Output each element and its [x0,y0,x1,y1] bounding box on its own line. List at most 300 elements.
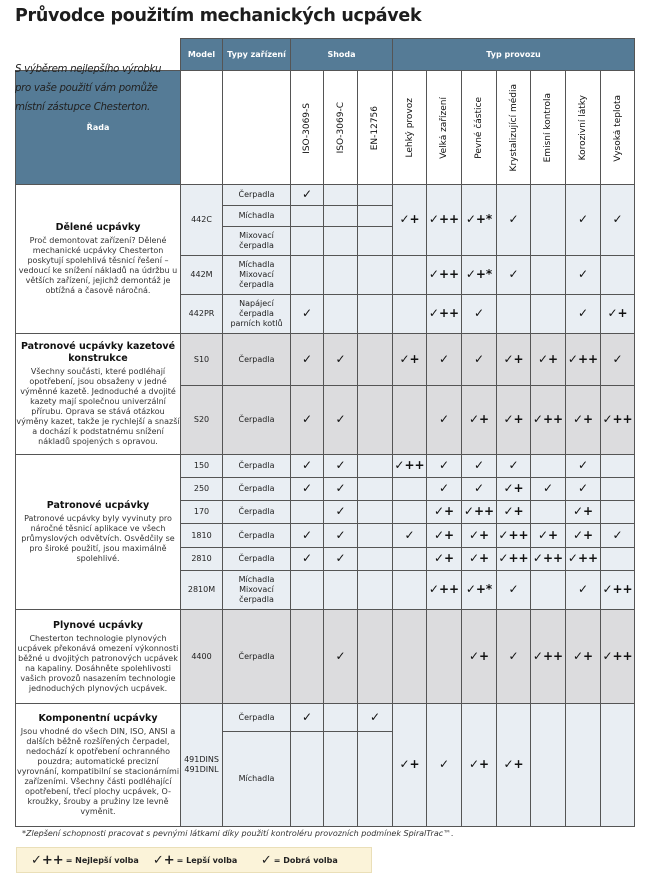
compliance-cell [358,610,393,704]
service-cell [531,501,566,524]
service-cell [427,548,462,571]
check-plus-asterisk-icon: ✓+* [465,212,493,226]
service-col-header [427,71,462,185]
check-icon: ✓ [335,458,346,472]
check-icon: ✓ [404,527,415,542]
compliance-cell [358,386,393,455]
check-icon: ✓ [473,351,485,366]
service-cell [601,524,635,548]
series-name: Patronové ucpávky kazetové konstrukce [20,341,176,364]
compliance-cell [358,256,393,295]
compliance-cell [324,610,358,704]
service-cell [462,295,497,334]
check-icon: ✓ [508,648,519,663]
check-icon: ✓ [438,351,450,366]
column-label: Lehký provoz [404,98,415,158]
types-subheader [223,71,291,185]
service-cell [462,334,497,386]
compliance-cell [324,455,358,478]
seal-guide-table [15,38,635,827]
compliance-cell [358,295,393,334]
series-cell [16,704,181,827]
service-cell [497,295,531,334]
legend-label: = Nejlepší volba [65,855,139,865]
compliance-cell [324,334,358,386]
service-cell [393,334,427,386]
check-icon: ✓ [335,648,346,663]
service-col-header [497,71,531,185]
column-label: Vysoká teplota [612,94,623,162]
service-cell [462,386,497,455]
service-cell [462,256,497,295]
header-equipment-types: Typy zařízení [223,39,291,71]
service-cell [601,501,635,524]
compliance-cell [291,227,324,256]
table-row [16,455,635,478]
service-cell [462,610,497,704]
compliance-cell [291,524,324,548]
compliance-cell [358,548,393,571]
compliance-cell [291,501,324,524]
service-cell [531,704,566,827]
model-cell: 1810 [181,524,223,548]
service-cell [393,524,427,548]
service-cell [393,571,427,610]
service-cell [566,185,601,256]
check-plus-plus-icon: ✓++ [602,648,633,663]
check-plus-icon: ✓+ [503,481,524,495]
check-plus-icon: ✓+ [399,351,420,366]
service-cell [462,524,497,548]
check-icon: ✓ [335,412,346,426]
service-cell [393,455,427,478]
series-name: Patronové ucpávky [46,500,150,511]
check-plus-icon: ✓+ [433,504,455,518]
check-icon: ✓ [438,412,450,426]
series-description: Patronové ucpávky byly vyvinuty pro náročné těsnicí aplikace ve všech průmyslových odvětvích. Osvědčily se pro široké použití, jsou maximálně spolehlivé. [21,514,175,563]
compliance-cell [324,256,358,295]
column-label: EN-12756 [370,105,380,151]
check-icon: ✓ [438,481,450,495]
header-compliance: Shoda [291,39,393,71]
header-series: Řada [16,71,181,185]
service-cell [462,548,497,571]
intro-text: S výběrem nejlepšího výrobku pro vaše použití vám pomůže místní zástupce Chesterton. [15,64,162,113]
service-cell [531,386,566,455]
column-label: Emisní kontrola [543,93,554,163]
compliance-cell [358,524,393,548]
check-plus-plus-icon: ✓++ [31,852,64,868]
compliance-cell [358,334,393,386]
compliance-cell [291,732,324,827]
service-cell [497,256,531,295]
table-row [16,610,635,704]
table-row [16,185,635,206]
compliance-cell [324,571,358,610]
equipment-type-cell: Čerpadla [223,704,291,732]
check-icon: ✓ [335,481,346,495]
equipment-type-cell: Míchadla [223,206,291,227]
service-cell [427,478,462,501]
service-cell [393,548,427,571]
check-plus-icon: ✓+ [468,757,490,771]
check-plus-icon: ✓+ [468,648,490,663]
service-cell [427,386,462,455]
service-cell [427,455,462,478]
service-cell [497,185,531,256]
equipment-type-cell: Čerpadla [223,386,291,455]
check-plus-plus-icon: ✓++ [428,267,460,281]
check-icon: ✓ [301,551,313,565]
service-cell [393,501,427,524]
service-cell [393,704,427,827]
equipment-type-cell: Čerpadla [223,548,291,571]
check-plus-icon: ✓+ [468,551,490,565]
check-icon: ✓ [301,412,313,426]
service-cell [601,478,635,501]
service-cell [427,501,462,524]
service-cell [427,571,462,610]
check-plus-icon: ✓+ [503,412,524,426]
compliance-cell [358,455,393,478]
check-plus-icon: ✓+ [433,551,455,565]
legend-better [153,853,247,868]
column-label: Velká zařízení [439,97,450,159]
service-cell [462,455,497,478]
check-plus-icon: ✓+ [468,412,490,426]
check-icon: ✓ [473,481,485,495]
check-plus-asterisk-icon: ✓+* [465,582,493,596]
check-icon: ✓ [301,481,313,495]
check-plus-plus-icon: ✓++ [567,351,599,366]
check-plus-icon: ✓+ [468,527,490,542]
service-cell [462,501,497,524]
model-cell: 150 [181,455,223,478]
check-plus-plus-icon: ✓++ [532,551,564,565]
check-icon: ✓ [508,458,519,472]
service-cell [427,524,462,548]
service-cell [601,386,635,455]
equipment-type-cell: Míchadla [223,732,291,827]
service-cell [531,478,566,501]
legend [16,847,372,873]
service-cell [497,610,531,704]
service-cell [497,386,531,455]
service-cell [497,548,531,571]
series-name: Plynové ucpávky [53,619,143,631]
check-icon: ✓ [577,458,589,472]
check-plus-plus-icon: ✓++ [463,504,495,518]
service-cell [601,295,635,334]
legend-good [261,853,355,868]
check-icon: ✓ [260,852,272,868]
equipment-type-cell: Čerpadla [223,610,291,704]
check-icon: ✓ [369,709,381,724]
service-col-header [393,71,427,185]
service-cell [462,185,497,256]
service-cell [566,501,601,524]
service-cell [427,610,462,704]
compliance-cell [324,501,358,524]
check-plus-plus-icon: ✓++ [498,551,529,565]
column-label: ISO-3069-S [302,102,312,154]
compliance-cell [324,386,358,455]
series-description: Jsou vhodné do všech DIN, ISO, ANSI a dalších běžně rozšířených čerpadel, nedochází k opotřebení ochranného pouzdra; automatické precizní vyrovnání, kompatibilní se stacionárními zařízeními. Všechny části podléhající opotřebení, třecí plochy ucpávek, O-kroužky, šrouby a pružiny lze levně vyměnit. [16,727,180,816]
model-cell: 250 [181,478,223,501]
compliance-cell [291,206,324,227]
check-plus-icon: ✓+ [537,351,559,366]
service-cell [601,185,635,256]
column-label: Korozivní látky [578,95,589,161]
column-label: ISO-3069-C [335,102,346,154]
check-plus-plus-icon: ✓++ [532,648,564,663]
series-cell [16,185,181,334]
compliance-cell [291,334,324,386]
check-plus-plus-icon: ✓++ [602,412,633,426]
service-cell [601,610,635,704]
series-name: Dělené ucpávky [55,222,141,233]
service-cell [566,386,601,455]
header-service-type: Typ provozu [393,39,635,71]
check-icon: ✓ [335,504,346,518]
service-cell [497,501,531,524]
service-col-header [462,71,497,185]
equipment-type-cell: Napájecí čerpadla parních kotlů [223,295,291,334]
service-cell [566,548,601,571]
check-plus-icon: ✓+ [607,306,628,320]
service-cell [566,295,601,334]
compliance-cell [291,386,324,455]
service-cell [566,256,601,295]
service-cell [393,386,427,455]
check-plus-icon: ✓+ [537,527,559,542]
check-icon: ✓ [508,212,519,226]
service-cell [427,295,462,334]
series-cell [16,455,181,610]
model-cell: 2810M [181,571,223,610]
service-cell [531,548,566,571]
check-plus-plus-icon: ✓++ [428,212,460,226]
service-cell [566,524,601,548]
service-cell [601,455,635,478]
check-plus-plus-icon: ✓++ [602,582,633,596]
service-cell [566,478,601,501]
compliance-cell [358,478,393,501]
check-icon: ✓ [473,306,485,320]
check-plus-icon: ✓+ [399,212,420,226]
check-plus-plus-icon: ✓++ [428,582,460,596]
equipment-type-cell: Čerpadla [223,334,291,386]
compliance-cell [324,227,358,256]
compliance-cell [324,548,358,571]
service-cell [427,256,462,295]
check-icon: ✓ [301,458,313,472]
compliance-cell [324,478,358,501]
service-cell [601,571,635,610]
check-icon: ✓ [301,187,313,201]
compliance-cell [324,206,358,227]
model-cell: 442C [181,185,223,256]
equipment-type-cell: Čerpadla [223,524,291,548]
compliance-cell [291,256,324,295]
model-cell: 442PR [181,295,223,334]
check-plus-icon: ✓+ [503,504,524,518]
check-icon: ✓ [301,351,313,366]
compliance-cell [291,295,324,334]
service-cell [393,256,427,295]
service-cell [393,610,427,704]
equipment-type-cell: Čerpadla [223,185,291,206]
legend-label: = Lepší volba [176,855,238,865]
check-icon: ✓ [577,267,589,281]
service-cell [531,185,566,256]
compliance-cell [358,732,393,827]
service-cell [566,334,601,386]
check-icon: ✓ [335,351,346,366]
check-icon: ✓ [577,306,589,320]
series-cell [16,610,181,704]
check-icon: ✓ [508,267,519,281]
check-plus-asterisk-icon: ✓+* [465,267,493,281]
column-label: Pevné částice [474,97,485,159]
service-col-header [601,71,635,185]
model-cell: 170 [181,501,223,524]
service-cell [462,571,497,610]
service-cell [601,548,635,571]
compliance-cell [291,571,324,610]
service-cell [497,571,531,610]
table-row [16,704,635,732]
equipment-type-cell: Míchadla Mixovací čerpadla [223,256,291,295]
service-cell [393,478,427,501]
service-cell [427,185,462,256]
compliance-cell [324,295,358,334]
check-icon: ✓ [612,351,623,366]
service-cell [497,455,531,478]
check-plus-icon: ✓+ [503,351,524,366]
check-icon: ✓ [577,582,589,596]
check-icon: ✓ [301,709,313,724]
service-col-header [566,71,601,185]
service-cell [531,334,566,386]
service-cell [462,478,497,501]
service-cell [531,295,566,334]
compliance-cell [358,185,393,206]
model-cell: S10 [181,334,223,386]
service-cell [531,571,566,610]
compliance-cell [324,732,358,827]
compliance-col-header [358,71,393,185]
service-cell [601,704,635,827]
check-icon: ✓ [301,306,313,320]
equipment-type-cell: Čerpadla [223,478,291,501]
service-cell [566,704,601,827]
check-plus-icon: ✓+ [503,757,524,771]
check-plus-icon: ✓+ [572,504,594,518]
compliance-col-header [291,71,324,185]
service-cell [427,704,462,827]
service-cell [462,704,497,827]
compliance-cell [291,704,324,732]
service-cell [566,571,601,610]
service-cell [531,610,566,704]
service-cell [601,256,635,295]
check-plus-icon: ✓+ [399,757,420,771]
compliance-cell [324,524,358,548]
check-icon: ✓ [301,527,313,542]
model-cell: 491DINS 491DINL [181,704,223,827]
service-cell [566,610,601,704]
model-cell: 2810 [181,548,223,571]
equipment-type-cell: Čerpadla [223,455,291,478]
check-plus-plus-icon: ✓++ [498,527,529,542]
service-cell [393,185,427,256]
check-plus-plus-icon: ✓++ [567,551,599,565]
service-cell [497,524,531,548]
compliance-cell [358,571,393,610]
check-plus-icon: ✓+ [152,852,175,868]
compliance-cell [291,610,324,704]
service-cell [531,256,566,295]
service-cell [531,524,566,548]
check-icon: ✓ [577,481,589,495]
check-icon: ✓ [542,481,554,495]
compliance-cell [324,704,358,732]
check-plus-plus-icon: ✓++ [428,306,460,320]
legend-best [31,853,139,868]
compliance-cell [291,185,324,206]
legend-label: = Dobrá volba [273,855,338,865]
equipment-type-cell: Čerpadla [223,501,291,524]
check-icon: ✓ [577,212,589,226]
check-plus-icon: ✓+ [572,648,594,663]
compliance-cell [358,206,393,227]
check-icon: ✓ [508,582,519,596]
compliance-cell [291,478,324,501]
service-cell [427,334,462,386]
service-cell [531,455,566,478]
check-icon: ✓ [438,757,450,771]
equipment-type-cell: Mixovací čerpadla [223,227,291,256]
check-plus-icon: ✓+ [433,527,455,542]
header-model: Model [181,39,223,71]
model-cell: 4400 [181,610,223,704]
compliance-cell [358,227,393,256]
compliance-cell [291,455,324,478]
series-description: Všechny součásti, které podléhají opotřebení, jsou obsaženy v jedné výměnné kazetě. Jednoduché a dvojité kazety mají společnou univerzální přírubu. Oprava se stává otázkou výměny kazet, takže je rychlejší a snazší a dochází k podstatnému snížení nákladů spojených s opravou. [16,367,180,446]
check-icon: ✓ [473,458,485,472]
service-cell [566,455,601,478]
compliance-cell [324,185,358,206]
series-description: Chesterton technologie plynových ucpávek překonává omezení výkonnosti běžné u dvojitých patronových ucpávek na kapaliny. Dosáhněte spolehlivosti vašich provozů nasazením technologie jednoduchých plynových ucpávek. [17,633,179,693]
service-cell [497,334,531,386]
check-icon: ✓ [612,212,623,226]
series-cell [16,334,181,455]
service-cell [601,334,635,386]
check-plus-plus-icon: ✓++ [532,412,564,426]
series-name: Komponentní ucpávky [38,713,158,724]
compliance-cell [358,501,393,524]
service-cell [393,295,427,334]
column-label: Krystalizující média [508,84,519,172]
compliance-col-header [324,71,358,185]
equipment-type-cell: Míchadla Mixovací čerpadla [223,571,291,610]
service-cell [497,478,531,501]
check-icon: ✓ [438,458,450,472]
compliance-cell [358,704,393,732]
table-row [16,334,635,386]
check-plus-plus-icon: ✓++ [394,458,425,472]
